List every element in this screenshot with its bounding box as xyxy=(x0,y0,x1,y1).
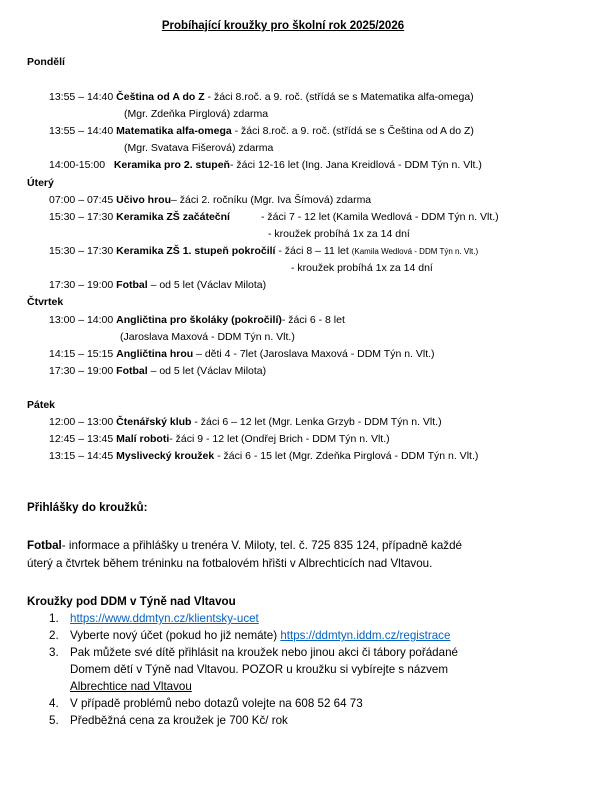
time-label: 12:00 – 13:00 xyxy=(49,416,114,428)
step-text: Domem dětí v Týně nad Vltavou. POZOR u kroužku si vybírejte s názvem xyxy=(70,663,449,676)
step-text: Pak můžete své dítě přihlásit na kroužek nebo jinou akci či tábory pořádané xyxy=(70,646,458,659)
club-name: Fotbal xyxy=(116,365,148,377)
step-text-underlined: Albrechtice nad Vltavou xyxy=(70,680,192,693)
club-name: Myslivecký kroužek xyxy=(116,450,215,462)
ddm-registration-link[interactable]: https://ddmtyn.iddm.cz/registrace xyxy=(280,629,451,642)
page-title: Probíhající kroužky pro školní rok 2025/2026 xyxy=(161,20,405,32)
list-item xyxy=(49,432,390,446)
list-item xyxy=(49,210,230,224)
time-label: 13:55 – 14:40 xyxy=(49,125,114,137)
day-heading-thursday: Čtvrtek xyxy=(27,296,64,308)
step-text: V případě problémů nebo dotazů volejte na 608 52 64 73 xyxy=(70,697,363,710)
club-desc: - žáci 9 - 12 let (Ondřej Brich - DDM Týn n. Vlt.) xyxy=(169,433,390,445)
club-name: Matematika alfa-omega xyxy=(116,125,232,137)
club-note: - kroužek probíhá 1x za 14 dní xyxy=(268,228,410,240)
time-label: 07:00 – 07:45 xyxy=(49,194,114,206)
club-note: (Jaroslava Maxová - DDM Týn n. Vlt.) xyxy=(120,331,295,343)
list-item xyxy=(49,364,266,378)
list-item xyxy=(70,627,450,644)
club-name: Angličtina hrou xyxy=(116,348,194,360)
time-label: 17:30 – 19:00 xyxy=(49,279,114,291)
football-text-cont: úterý a čtvrtek během tréninku na fotbalovém hřišti v Albrechticích nad Vltavou. xyxy=(27,557,433,570)
time-label: 17:30 – 19:00 xyxy=(49,365,114,377)
ddm-account-link[interactable]: https://www.ddmtyn.cz/klientsky-ucet xyxy=(70,612,259,625)
club-name: Čeština od A do Z xyxy=(116,91,205,103)
day-heading-friday: Pátek xyxy=(27,399,56,411)
club-desc: - žáci 6 – 12 let (Mgr. Lenka Grzyb - DDM Týn n. Vlt.) xyxy=(191,416,442,428)
club-note: (Mgr. Svatava Fišerová) zdarma xyxy=(124,142,274,154)
step-text: Vyberte nový účet (pokud ho již nemáte) xyxy=(70,629,281,642)
list-item xyxy=(49,313,345,327)
time-label: 13:00 – 14:00 xyxy=(49,314,114,326)
time-label: 13:55 – 14:40 xyxy=(49,91,114,103)
club-name: Keramika ZŠ 1. stupeň pokročilí xyxy=(116,245,276,257)
club-note: (Mgr. Zdeňka Pirglová) zdarma xyxy=(124,108,269,120)
list-item xyxy=(49,244,478,259)
club-desc: – žáci 2. ročníku (Mgr. Iva Šímová) zdarma xyxy=(171,194,372,206)
football-text: - informace a přihlášky u trenéra V. Miloty, tel. č. 725 835 124, případně každé xyxy=(61,539,462,552)
list-item xyxy=(49,278,266,292)
club-desc-small: (Kamila Wedlová - DDM Týn n. Vlt.) xyxy=(351,247,479,256)
club-name: Keramika pro 2. stupeň xyxy=(113,159,230,171)
applications-heading: Přihlášky do kroužků: xyxy=(27,501,148,514)
day-heading-monday: Pondělí xyxy=(27,56,65,68)
club-desc: - žáci 7 - 12 let (Kamila Wedlová - DDM Týn n. Vlt.) xyxy=(261,211,499,223)
club-name: Malí roboti xyxy=(116,433,170,445)
step-number: 2. xyxy=(49,629,59,642)
club-note: - kroužek probíhá 1x za 14 dní xyxy=(291,262,433,274)
list-item xyxy=(49,158,482,172)
football-label: Fotbal xyxy=(27,539,62,552)
club-desc: - žáci 6 - 15 let (Mgr. Zdeňka Pirglová - DDM Týn n. Vlt.) xyxy=(214,450,479,462)
time-label: 15:30 – 17:30 xyxy=(49,245,114,257)
step-number: 3. xyxy=(49,646,59,659)
time-label: 14:15 – 15:15 xyxy=(49,348,114,360)
club-desc: – od 5 let (Václav Milota) xyxy=(147,279,267,291)
list-item xyxy=(49,449,478,463)
club-desc: - žáci 8.roč. a 9. roč. (střídá se s Čeština od A do Z) xyxy=(231,125,474,137)
club-desc: – od 5 let (Václav Milota) xyxy=(147,365,267,377)
club-desc: - žáci 8 – 11 let xyxy=(275,245,352,257)
time-label: 15:30 – 17:30 xyxy=(49,211,114,223)
step-text: Předběžná cena za kroužek je 700 Kč/ rok xyxy=(70,714,288,727)
list-item xyxy=(49,347,435,361)
list-item xyxy=(49,124,474,138)
list-item xyxy=(49,90,474,104)
club-name: Angličtina pro školáky (pokročilí) xyxy=(116,314,282,326)
time-label: 13:15 – 14:45 xyxy=(49,450,114,462)
club-desc: - žáci 6 - 8 let xyxy=(281,314,345,326)
list-item xyxy=(49,193,371,207)
time-label: 14:00-15:00 xyxy=(49,159,106,171)
football-info xyxy=(27,537,462,554)
club-desc: - žáci 8.roč. a 9. roč. (střídá se s Matematika alfa-omega) xyxy=(204,91,474,103)
ddm-heading: Kroužky pod DDM v Týně nad Vltavou xyxy=(27,595,236,608)
time-label: 12:45 – 13:45 xyxy=(49,433,114,445)
list-item xyxy=(49,415,442,429)
club-name: Fotbal xyxy=(116,279,148,291)
step-number: 1. xyxy=(49,612,59,625)
step-number: 4. xyxy=(49,697,59,710)
club-desc: - žáci 12-16 let (Ing. Jana Kreidlová - DDM Týn n. Vlt.) xyxy=(229,159,482,171)
club-desc: – děti 4 - 7let (Jaroslava Maxová - DDM Týn n. Vlt.) xyxy=(193,348,435,360)
club-name: Čtenářský klub xyxy=(116,416,192,428)
step-number: 5. xyxy=(49,714,59,727)
club-name: Keramika ZŠ začáteční xyxy=(116,211,230,223)
club-name: Učivo hrou xyxy=(116,194,171,206)
day-heading-tuesday: Úterý xyxy=(27,177,54,189)
